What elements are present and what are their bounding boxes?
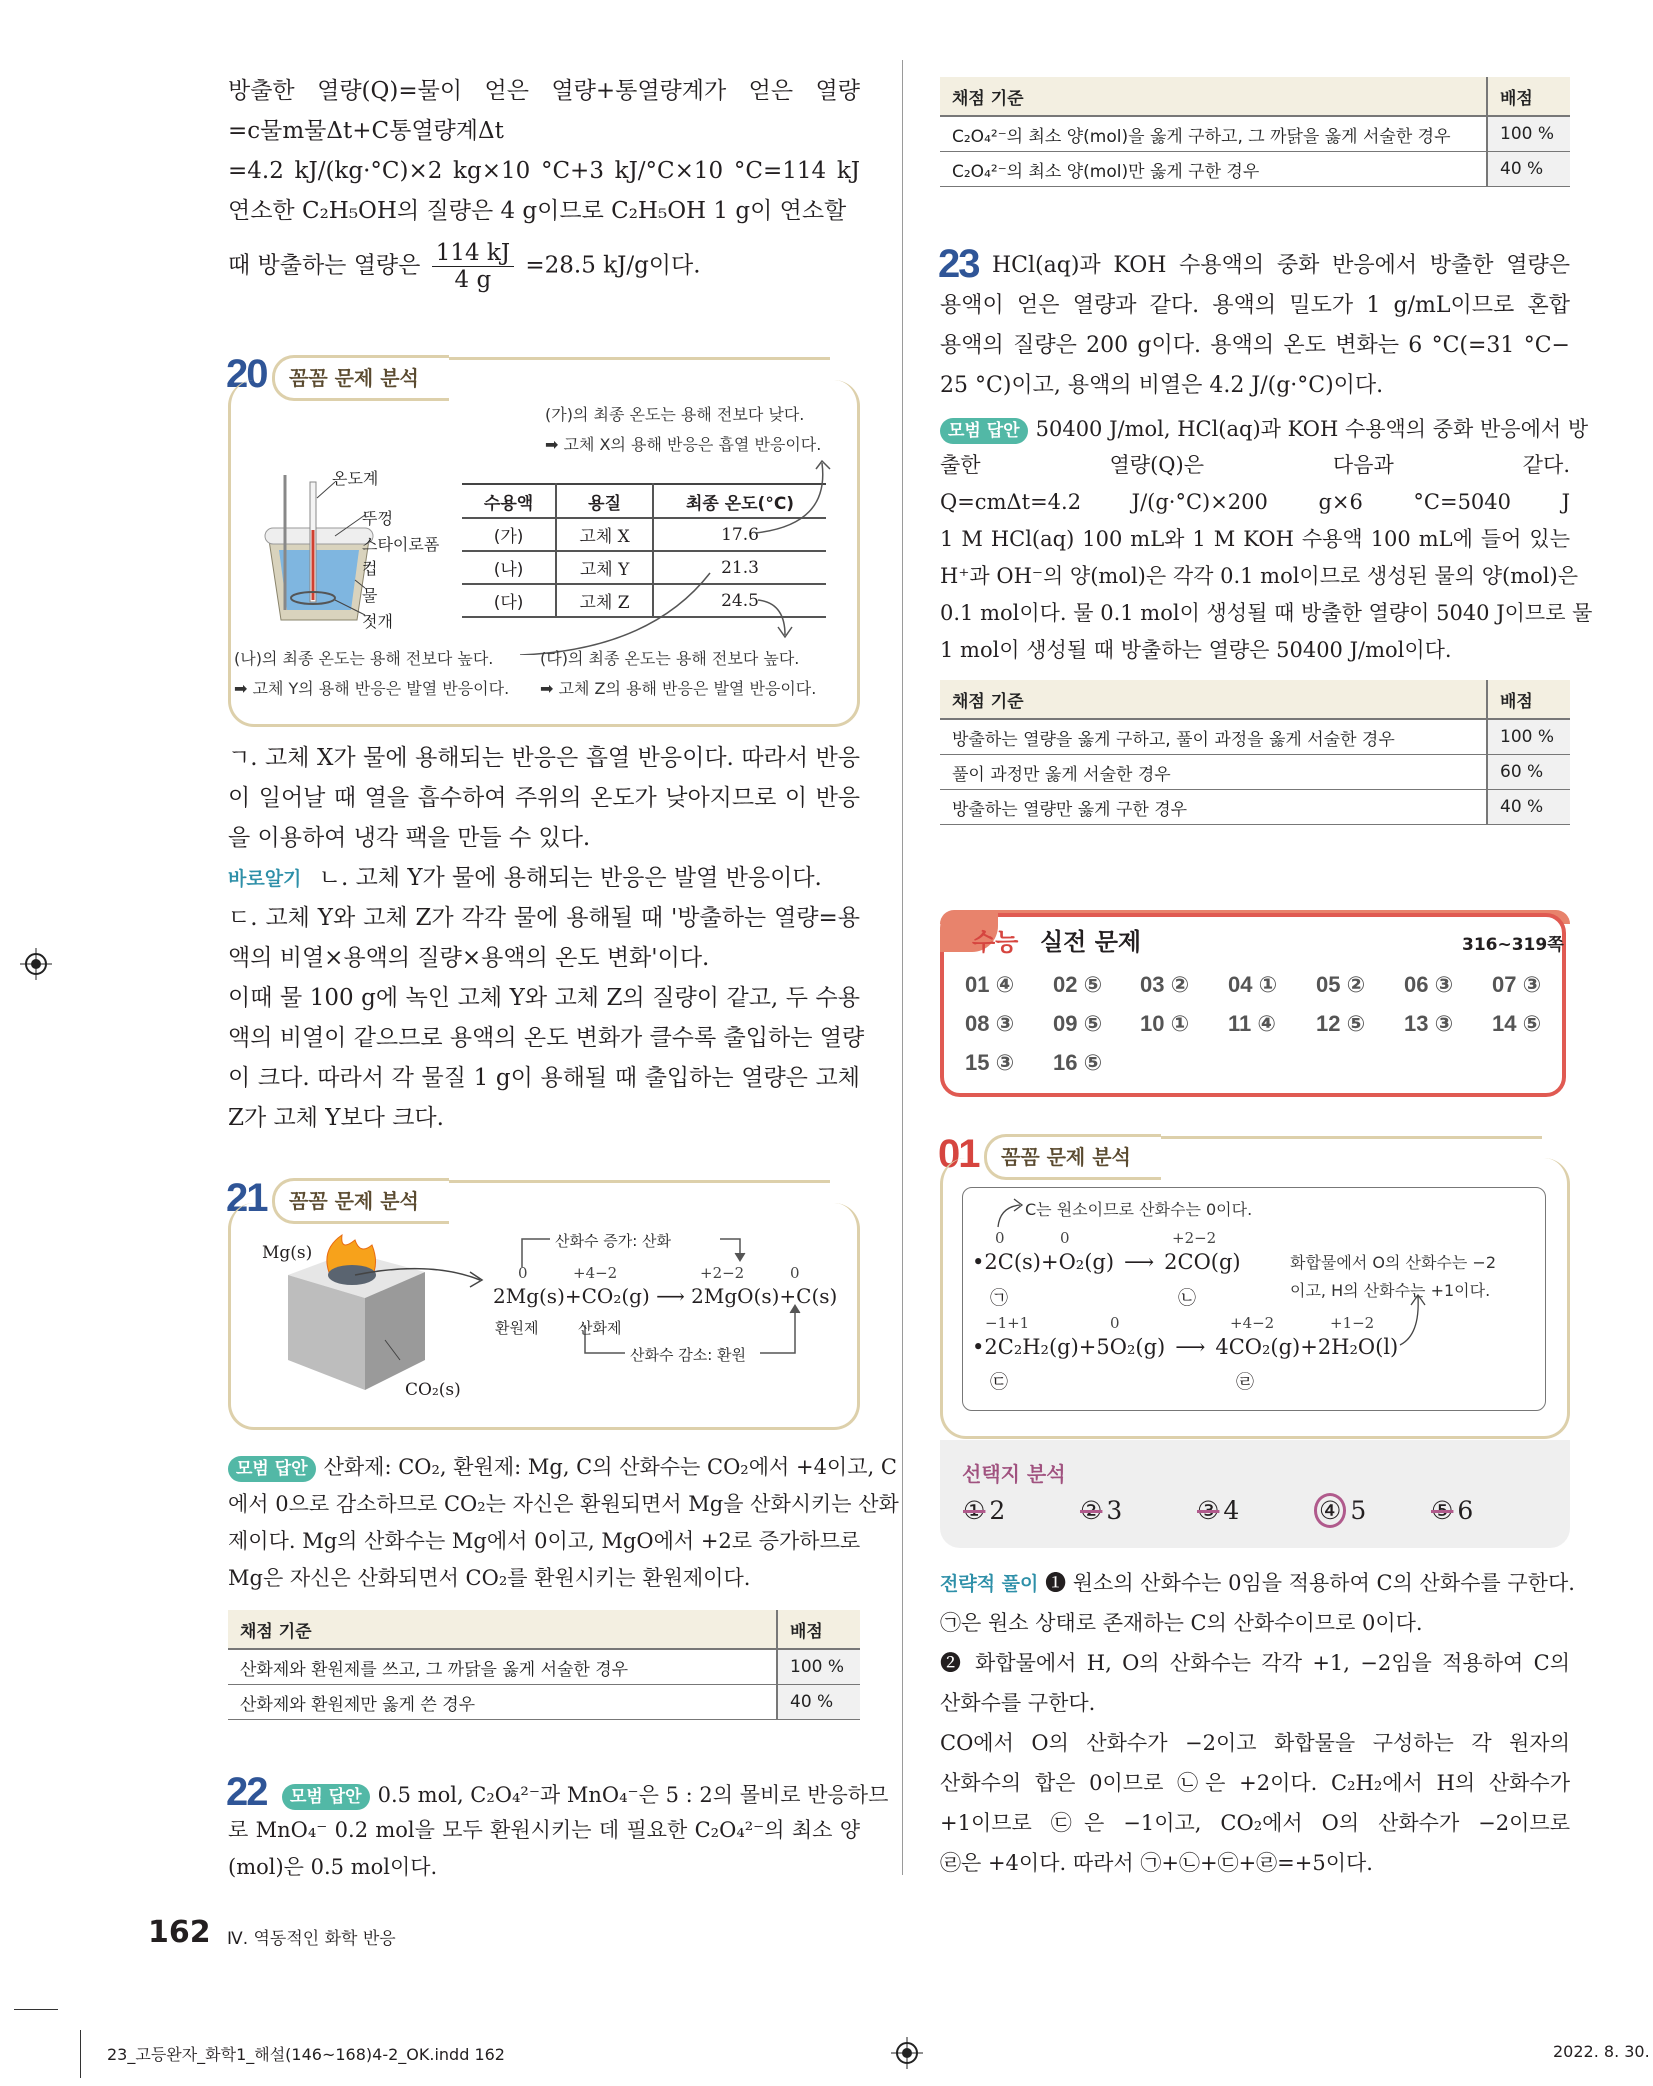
- text-line: +1이므로 ㉢은 −1이고, CO₂에서 O의 산화수가 −2이므로: [940, 1811, 1570, 1835]
- choice-option: [1314, 1496, 1366, 1525]
- column-divider: [902, 60, 903, 1875]
- question-number: 22: [226, 1770, 267, 1814]
- choice-analysis-title: 선택지 분석: [962, 1462, 1066, 1486]
- text-line: Z가 고체 Y보다 크다.: [228, 1105, 444, 1131]
- table-cell: 고체 Y: [556, 551, 653, 584]
- strategy-text: [940, 1723, 1570, 1883]
- wrong-choice-mark: ②: [1080, 1496, 1103, 1525]
- answer-first-line: [228, 1447, 897, 1487]
- table-row: [228, 1649, 860, 1685]
- text-line: 액의 비열×용액의 질량×용액의 온도 변화'이다.: [228, 945, 710, 971]
- text-line: ❷ 화합물에서 H, O의 산화수는 각각 +1, −2임을 적용하여 C의: [940, 1651, 1570, 1675]
- text-line: 산화수를 구한다.: [940, 1691, 1096, 1715]
- suneung-title-accent: 수능: [972, 928, 1019, 956]
- column-header: 채점 기준: [940, 680, 1487, 719]
- intro-suffix: =28.5 kJ/g이다.: [525, 252, 701, 279]
- crop-mark: [14, 2009, 58, 2010]
- table-row: [940, 755, 1570, 790]
- baro-label: 바로알기: [228, 868, 302, 890]
- equation-1: [972, 1250, 1241, 1274]
- crop-mark: [80, 2030, 81, 2078]
- oxidation-increase-label: 산화수 증가: 산화: [555, 1232, 672, 1250]
- text-line: 제이다. Mg의 산화수는 Mg에서 0이고, MgO에서 +2로 증가하므로: [228, 1529, 861, 1553]
- oxidizer-label: 산화제: [578, 1319, 622, 1337]
- wrong-choice-mark: ③: [1197, 1496, 1220, 1525]
- mark-a: ㉠: [990, 1288, 1008, 1309]
- fraction-denominator: 4 g: [454, 267, 492, 293]
- table-row: [940, 719, 1570, 755]
- answer-item: 02 ⑤: [1053, 972, 1103, 997]
- text-line: Mg은 자신은 산화되면서 CO₂를 환원시키는 환원제이다.: [228, 1566, 751, 1590]
- reaction-arrow: ⟶: [1124, 1250, 1155, 1274]
- table-header: 용질: [556, 484, 653, 518]
- strategy-first-line: [940, 1563, 1575, 1603]
- choice-option: [963, 1496, 1005, 1525]
- ox-number: +1−2: [1330, 1314, 1375, 1332]
- table-header: 최종 온도(°C): [653, 484, 826, 518]
- choice-value: 6: [1457, 1496, 1474, 1525]
- suneung-pages: 316~319쪽: [1462, 935, 1564, 955]
- table-row: [940, 790, 1570, 825]
- mark-d: ㉣: [1236, 1372, 1254, 1393]
- table-cell: (가): [462, 518, 556, 551]
- intro-prefix: 때 방출하는 열량은: [228, 252, 421, 279]
- strategy-text: ❶ 원소의 산화수는 0임을 적용하여 C의 산화수를 구한다.: [1045, 1571, 1575, 1595]
- text-line: =4.2 kJ/(kg·°C)×2 kg×10 °C+3 kJ/°C×10 °C=114 kJ: [228, 158, 860, 184]
- answer-text: [228, 1812, 860, 1886]
- criterion-cell: 산화제와 환원제를 쓰고, 그 까닭을 옳게 서술한 경우: [228, 1649, 777, 1685]
- note-top-2: ➡ 고체 X의 용해 반응은 흡열 반응이다.: [545, 435, 822, 454]
- text-line: 이 일어날 때 열을 흡수하여 주위의 온도가 낮아지므로 이 반응: [228, 785, 860, 811]
- table-cell: (나): [462, 551, 556, 584]
- answer-item: 03 ②: [1140, 972, 1190, 997]
- note-bottom-right-2: ➡ 고체 Z의 용해 반응은 발열 반응이다.: [540, 679, 817, 698]
- table-row: [940, 152, 1570, 187]
- table-cell: 17.6: [653, 518, 826, 551]
- score-cell: 100 %: [777, 1649, 860, 1685]
- note-top-1: (가)의 최종 온도는 용해 전보다 낮다.: [545, 405, 805, 424]
- table-header-row: [940, 680, 1570, 719]
- model-answer-badge: 모범 답안: [940, 418, 1028, 444]
- explanation-a: [228, 738, 860, 858]
- print-date: 2022. 8. 30.: [1553, 2042, 1650, 2061]
- mg-burning-on-dry-ice-illustration: [280, 1230, 500, 1400]
- intro-text: [228, 71, 860, 231]
- model-answer-badge: 모범 답안: [228, 1456, 316, 1482]
- answer-item: 11 ④: [1228, 1011, 1276, 1036]
- analysis-tab: 꼼꼼 문제 분석: [984, 1134, 1161, 1180]
- text-line: 방출한 열량(Q)=물이 얻은 열량+통열량계가 얻은 열량: [228, 78, 860, 104]
- score-cell: 40 %: [1487, 790, 1570, 825]
- ox-number: 0: [1060, 1229, 1070, 1247]
- chapter-title: Ⅳ. 역동적인 화학 반응: [227, 1929, 396, 1949]
- model-answer-badge: 모범 답안: [282, 1784, 370, 1810]
- q23-first-line: HCl(aq)과 KOH 수용액의 중화 반응에서 방출한 열량은: [992, 253, 1570, 278]
- mark-c: ㉢: [990, 1372, 1008, 1393]
- answer-text: [940, 447, 1593, 669]
- file-name: 23_고등완자_화학1_해설(146~168)4-2_OK.indd 162: [107, 2045, 505, 2064]
- equation-1-right: 2CO(g): [1164, 1250, 1241, 1274]
- label-styrofoam: 스타이로폼: [362, 535, 440, 554]
- text-line: 1 mol이 생성될 때 방출하는 열량은 50400 J/mol이다.: [940, 638, 1452, 662]
- ox-number: 0: [518, 1264, 528, 1282]
- criterion-cell: 풀이 과정만 옳게 서술한 경우: [940, 755, 1487, 790]
- text-line: =c물m물Δt+C통열량계Δt: [228, 118, 504, 144]
- criterion-cell: 방출하는 열량을 옳게 구하고, 풀이 과정을 옳게 서술한 경우: [940, 719, 1487, 755]
- table-header: 수용액: [462, 484, 556, 518]
- question-number: 20: [226, 352, 267, 396]
- fraction-numerator: 114 kJ: [432, 240, 514, 267]
- box-top-border: [1150, 1136, 1542, 1139]
- text-line: 1 M HCl(aq) 100 mL와 1 M KOH 수용액 100 mL에 들어 있는: [940, 527, 1570, 551]
- ox-number: 0: [995, 1229, 1005, 1247]
- oxidation-decrease-label: 산화수 감소: 환원: [630, 1346, 747, 1364]
- wrong-choice-mark: ⑤: [1431, 1496, 1454, 1525]
- table-header-row: [228, 1610, 860, 1649]
- text-line: H⁺과 OH⁻의 양(mol)은 각각 0.1 mol이므로 생성된 물의 양(mol)은: [940, 564, 1578, 588]
- analysis-tab: 꼼꼼 문제 분석: [272, 355, 449, 401]
- explanation-d: [228, 978, 865, 1138]
- equation-2: [972, 1335, 1398, 1359]
- equation-2-right: 4CO₂(g)+2H₂O(l): [1215, 1335, 1399, 1359]
- compound-note-1: 화합물에서 O의 산화수는 −2: [1290, 1253, 1496, 1272]
- text-line: 이때 물 100 g에 녹인 고체 Y와 고체 Z의 질량이 같고, 두 수용: [228, 985, 860, 1011]
- answer-item: 01 ④: [965, 972, 1015, 997]
- note-bottom-right: [540, 644, 840, 704]
- criterion-cell: C₂O₄²⁻의 최소 양(mol)만 옳게 구한 경우: [940, 152, 1487, 187]
- text-line: Q=cmΔt=4.2 J/(g·°C)×200 g×6 °C=5040 J: [940, 490, 1570, 514]
- table-header-row: [940, 77, 1570, 116]
- choice-value: 4: [1223, 1496, 1240, 1525]
- text-line: 이 크다. 따라서 각 물질 1 g이 용해될 때 출입하는 열량은 고체: [228, 1065, 860, 1091]
- ox-number: +2−2: [700, 1264, 745, 1282]
- ox-number: 0: [790, 1264, 800, 1282]
- box-top-border: [440, 1180, 830, 1183]
- table-row: [228, 1685, 860, 1720]
- table-row: [940, 116, 1570, 152]
- column-header: 채점 기준: [940, 77, 1487, 116]
- baro-text: ㄴ. 고체 Y가 물에 용해되는 반응은 발열 반응이다.: [318, 865, 822, 891]
- text-line: ㄱ. 고체 X가 물에 용해되는 반응은 흡열 반응이다. 따라서 반응: [228, 745, 860, 771]
- equation-1-left: •2C(s)+O₂(g): [972, 1250, 1115, 1274]
- answer-item: 05 ②: [1316, 972, 1366, 997]
- question-number: 23: [938, 242, 979, 286]
- redox-equation: 2Mg(s)+CO₂(g) ⟶ 2MgO(s)+C(s): [493, 1284, 838, 1308]
- label-lid: 뚜껑: [362, 509, 393, 528]
- text-line: 에서 0으로 감소하므로 CO₂는 자신은 환원되면서 Mg을 산화시키는 산화: [228, 1492, 899, 1516]
- text-line: ㉣은 +4이다. 따라서 ㉠+㉡+㉢+㉣=+5이다.: [940, 1851, 1373, 1875]
- registration-mark-icon: [891, 2037, 923, 2069]
- ox-number: +4−2: [1230, 1314, 1275, 1332]
- criterion-cell: 산화제와 환원제만 옳게 쓴 경우: [228, 1685, 777, 1720]
- answer-text: [228, 1486, 899, 1597]
- table-cell: 고체 X: [556, 518, 653, 551]
- strategy-text: [940, 1603, 1570, 1643]
- label-stirrer: 젓개: [362, 612, 393, 631]
- answer-item: 13 ③: [1404, 1011, 1454, 1036]
- ox-number: 0: [1110, 1314, 1120, 1332]
- text-line: ㄷ. 고체 Y와 고체 Z가 각각 물에 용해될 때 '방출하는 열량=용: [228, 905, 860, 931]
- column-header: 배점: [1487, 77, 1570, 116]
- text-line: 용액이 얻은 열량과 같다. 용액의 밀도가 1 g/mL이므로 혼합: [940, 293, 1570, 318]
- suneung-title: 실전 문제: [1040, 928, 1142, 956]
- criterion-cell: C₂O₄²⁻의 최소 양(mol)을 옳게 구하고, 그 까닭을 옳게 서술한 경우: [940, 116, 1487, 152]
- score-cell: 40 %: [777, 1685, 860, 1720]
- q23-explanation: [940, 286, 1570, 406]
- answer-item: 04 ①: [1228, 972, 1278, 997]
- choice-value: 2: [989, 1496, 1006, 1525]
- reducer-label: 환원제: [495, 1319, 539, 1337]
- choice-option: [1431, 1496, 1473, 1525]
- scoring-table: [940, 77, 1570, 187]
- answer-item: 08 ③: [965, 1011, 1015, 1036]
- registration-mark-icon: [20, 948, 52, 980]
- column-header: 배점: [777, 1610, 860, 1649]
- choice-value: 5: [1350, 1496, 1367, 1525]
- page-number: 162: [148, 1915, 211, 1950]
- text-line: 25 °C)이고, 용액의 비열은 4.2 J/(g·°C)이다.: [940, 373, 1384, 398]
- criterion-cell: 방출하는 열량만 옳게 구한 경우: [940, 790, 1487, 825]
- strategy-text: [940, 1643, 1570, 1723]
- text-line: 산화수의 합은 0이므로 ㉡은 +2이다. C₂H₂에서 H의 산화수가: [940, 1771, 1570, 1795]
- table-cell: 고체 Z: [556, 584, 653, 617]
- note-bottom-left: [234, 644, 524, 704]
- table-cell: (다): [462, 584, 556, 617]
- answer-text: 산화제: CO₂, 환원제: Mg, C의 산화수는 CO₂에서 +4이고, C: [323, 1455, 897, 1479]
- ox-number: +2−2: [1172, 1229, 1217, 1247]
- score-cell: 100 %: [1487, 116, 1570, 152]
- question-number: 21: [226, 1176, 267, 1220]
- co2-label: CO₂(s): [405, 1380, 461, 1400]
- text-line: (mol)은 0.5 mol이다.: [228, 1855, 438, 1879]
- answer-item: 09 ⑤: [1053, 1011, 1103, 1036]
- scoring-table: [228, 1610, 860, 1720]
- column-header: 배점: [1487, 680, 1570, 719]
- note-bottom-left-2: ➡ 고체 Y의 용해 반응은 발열 반응이다.: [234, 679, 510, 698]
- answer-item: 15 ③: [965, 1050, 1015, 1075]
- note-bottom-right-1: (다)의 최종 온도는 용해 전보다 높다.: [540, 649, 800, 668]
- answer-item: 12 ⑤: [1316, 1011, 1366, 1036]
- answer-text: 0.5 mol, C₂O₄²⁻과 MnO₄⁻은 5 : 2의 몰비로 반응하므: [377, 1783, 889, 1807]
- answer-item: 10 ①: [1140, 1011, 1190, 1036]
- text-line: 출한 열량(Q)은 다음과 같다.: [940, 453, 1570, 477]
- equation-2-left: •2C₂H₂(g)+5O₂(g): [972, 1335, 1166, 1359]
- choice-value: 3: [1106, 1496, 1123, 1525]
- choice-analysis-box: [940, 1440, 1570, 1548]
- question-number: 01: [938, 1132, 979, 1176]
- ox-number: −1+1: [985, 1314, 1030, 1332]
- label-cup: 컵: [362, 559, 378, 578]
- reaction-arrow: ⟶: [1175, 1335, 1206, 1359]
- note-bottom-left-1: (나)의 최종 온도는 용해 전보다 높다.: [234, 649, 494, 668]
- text-line: 로 MnO₄⁻ 0.2 mol을 모두 환원시키는 데 필요한 C₂O₄²⁻의 최소 양: [228, 1818, 860, 1842]
- intro-last-line: [228, 240, 701, 293]
- text-line: 용액의 질량은 200 g이다. 용액의 온도 변화는 6 °C(=31 °C−: [940, 333, 1570, 358]
- carbon-element-note: C는 원소이므로 산화수는 0이다.: [1025, 1200, 1253, 1219]
- score-cell: 40 %: [1487, 152, 1570, 187]
- scoring-table: [940, 680, 1570, 825]
- text-line: 을 이용하여 냉각 팩을 만들 수 있다.: [228, 825, 591, 851]
- label-thermometer: 온도계: [332, 469, 379, 488]
- score-cell: 60 %: [1487, 755, 1570, 790]
- answer-item: 06 ③: [1404, 972, 1454, 997]
- column-header: 채점 기준: [228, 1610, 777, 1649]
- answer-first-line: [940, 411, 1589, 448]
- ox-number: +4−2: [573, 1264, 618, 1282]
- answer-item: 14 ⑤: [1492, 1011, 1542, 1036]
- analysis-tab: 꼼꼼 문제 분석: [272, 1178, 449, 1224]
- text-line: 액의 비열이 같으므로 용액의 온도 변화가 클수록 출입하는 열량: [228, 1025, 865, 1051]
- annotation-arrows: [500, 455, 840, 655]
- explanation-c: [228, 898, 860, 978]
- correct-choice-mark: ④: [1314, 1493, 1346, 1528]
- text-line: 0.1 mol이다. 물 0.1 mol이 생성될 때 방출한 열량이 5040 J이므로 물: [940, 601, 1593, 625]
- wrong-choice-mark: ①: [963, 1496, 986, 1525]
- mg-label: Mg(s): [262, 1243, 313, 1263]
- choice-option: [1197, 1496, 1239, 1525]
- strategy-label: 전략적 풀이: [940, 1573, 1039, 1595]
- answer-item: 16 ⑤: [1053, 1050, 1103, 1075]
- choice-option: [1080, 1496, 1122, 1525]
- label-water: 물: [362, 586, 378, 605]
- text-line: ㉠은 원소 상태로 존재하는 C의 산화수이므로 0이다.: [940, 1611, 1423, 1635]
- table-cell: 21.3: [653, 551, 826, 584]
- text-line: CO에서 O의 산화수가 −2이고 화합물을 구성하는 각 원자의: [940, 1731, 1570, 1755]
- text-line: 연소한 C₂H₅OH의 질량은 4 g이므로 C₂H₅OH 1 g이 연소할: [228, 198, 847, 224]
- score-cell: 100 %: [1487, 719, 1570, 755]
- table-cell: 24.5: [653, 584, 826, 617]
- mark-b: ㉡: [1178, 1288, 1196, 1309]
- answer-first-line: [282, 1775, 889, 1815]
- compound-note-2: 이고, H의 산화수는 +1이다.: [1290, 1281, 1491, 1300]
- answer-text: 50400 J/mol, HCl(aq)과 KOH 수용액의 중화 반응에서 방: [1035, 417, 1589, 441]
- answer-item: 07 ③: [1492, 972, 1542, 997]
- fraction: [432, 240, 514, 293]
- box-top-border: [440, 357, 830, 360]
- baro-line: [228, 858, 822, 898]
